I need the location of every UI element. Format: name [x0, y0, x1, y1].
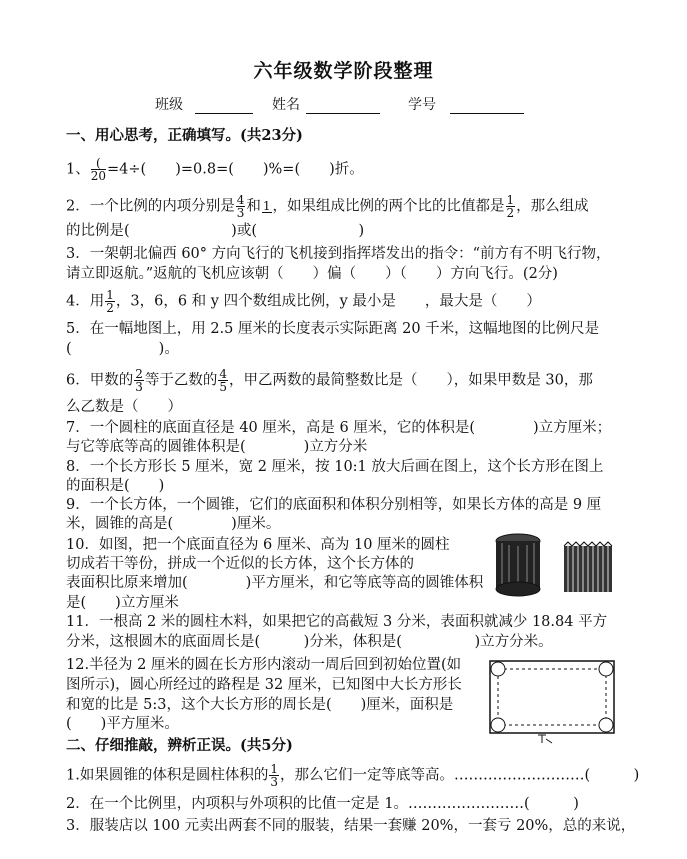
question-6: 6．甲数的 $\frac{2}{3}$ 等于乙数的 $\frac{4}{5}$ ，甲乙两数的最简整数比是（ ），如果甲数是 30，那	[66, 367, 593, 394]
question-5-line2: ( )。	[66, 341, 179, 357]
question-12-line4: ( )平方厘米。	[66, 716, 179, 732]
question-11-line1: 11．一根高 2 米的圆柱木料，如果把它的高截短 3 分米，表面积就减少 18.84 平方	[66, 614, 608, 630]
name-label: 姓名	[272, 97, 300, 113]
question-11-line2: 分米，这根圆木的底面周长是( )分米，体积是( )立方分米。	[66, 634, 553, 650]
question-10-line3: 表面积比原来增加( )平方厘米，和它等底等高的圆锥体积	[66, 575, 484, 591]
question-5-line1: 5．在一幅地图上，用 2.5 厘米的长度表示实际距离 20 千米，这幅地图的比例尺是	[66, 321, 600, 337]
page-title: 六年级数学阶段整理	[253, 60, 434, 82]
question-6-line2: 么乙数是（ ）	[66, 399, 182, 415]
student-id-label: 学号	[408, 97, 436, 113]
judgement-3: 3．服装店以 100 元卖出两套不同的服装，结果一套赚 20%，一套亏 20%，总的来说，	[66, 818, 636, 834]
question-12-line2: 图所示)，圆心所经过的路程是 32 厘米，已知图中大长方形长	[66, 677, 462, 693]
question-9-line2: 米，圆锥的高是( )厘米。	[66, 516, 281, 532]
question-8-line1: 8．一个长方形长 5 厘米，宽 2 厘米，按 10:1 放大后画在图上，这个长方形在图上	[66, 459, 604, 475]
question-3-line2: 请立即返航。”返航的飞机应该朝（ ）偏（ ）（ ）方向飞行。(2分)	[66, 266, 558, 282]
question-7-line2: 与它等底等高的圆锥体积是( )立方分米	[66, 439, 368, 455]
section1-heading: 一、用心思考，正确填写。(共23分)	[66, 127, 303, 144]
question-7-line1: 7．一个圆柱的底面直径是 40 厘米，高是 6 厘米，它的体积是( )立方厘米；	[66, 420, 612, 436]
question-4: 4．用 $\frac{1}{2}$ ，3，6，6 和 y 四个数组成比例，y 最小是 ，最大是（ ）	[66, 288, 541, 315]
section2-heading: 二、仔细推敲，辨析正误。(共5分)	[66, 737, 293, 754]
question-10-line2: 切成若干等份，拼成一个近似的长方体，这个长方体的	[66, 556, 414, 572]
question-12-line3: 和宽的比是 5:3，这个大长方形的周长是( )厘米，面积是	[66, 697, 454, 713]
question-9-line1: 9．一个长方体，一个圆锥，它们的底面积和体积分别相等，如果长方体的高是 9 厘	[66, 497, 602, 513]
rectangular-prism-figure	[560, 540, 616, 596]
class-field[interactable]	[155, 94, 253, 114]
question-2-line2: 的比例是( )或( )	[66, 223, 365, 239]
cylinder-cut-figure	[492, 533, 544, 599]
judgement-1: 1.如果圆锥的体积是圆柱体积的 $\frac{1}{3}$ ，那么它们一定等底等高。………………………( )	[66, 762, 640, 789]
name-field[interactable]	[272, 94, 380, 114]
question-10-line1: 10．如图，把一个底面直径为 6 厘米、高为 10 厘米的圆柱	[66, 537, 450, 553]
question-10-line4: 是( )立方厘米	[66, 595, 179, 611]
rolling-circle-rectangle-figure	[486, 655, 621, 747]
judgement-2: 2．在一个比例里，内项积与外项积的比值一定是 1。……………………( )	[66, 796, 579, 812]
question-1: 1、 $\frac{(}{20}$ =4÷( )=0.8=( )%=( )折。	[66, 156, 364, 183]
question-2: 2．一个比例的内项分别是 $\frac{4}{3}$ 和 1 ，如果组成比例的两个比的比值都是 $\frac{1}{2}$ ，那么组成	[66, 193, 589, 220]
student-id-field[interactable]	[408, 94, 524, 114]
question-12-line1: 12.半径为 2 厘米的圆在长方形内滚动一周后回到初始位置(如	[66, 657, 462, 673]
class-label: 班级	[155, 97, 183, 113]
question-3-line1: 3．一架朝北偏西 60° 方向飞行的飞机接到指挥塔发出的指令：“前方有不明飞行物，	[66, 246, 611, 262]
question-8-line2: 的面积是( )	[66, 478, 165, 494]
